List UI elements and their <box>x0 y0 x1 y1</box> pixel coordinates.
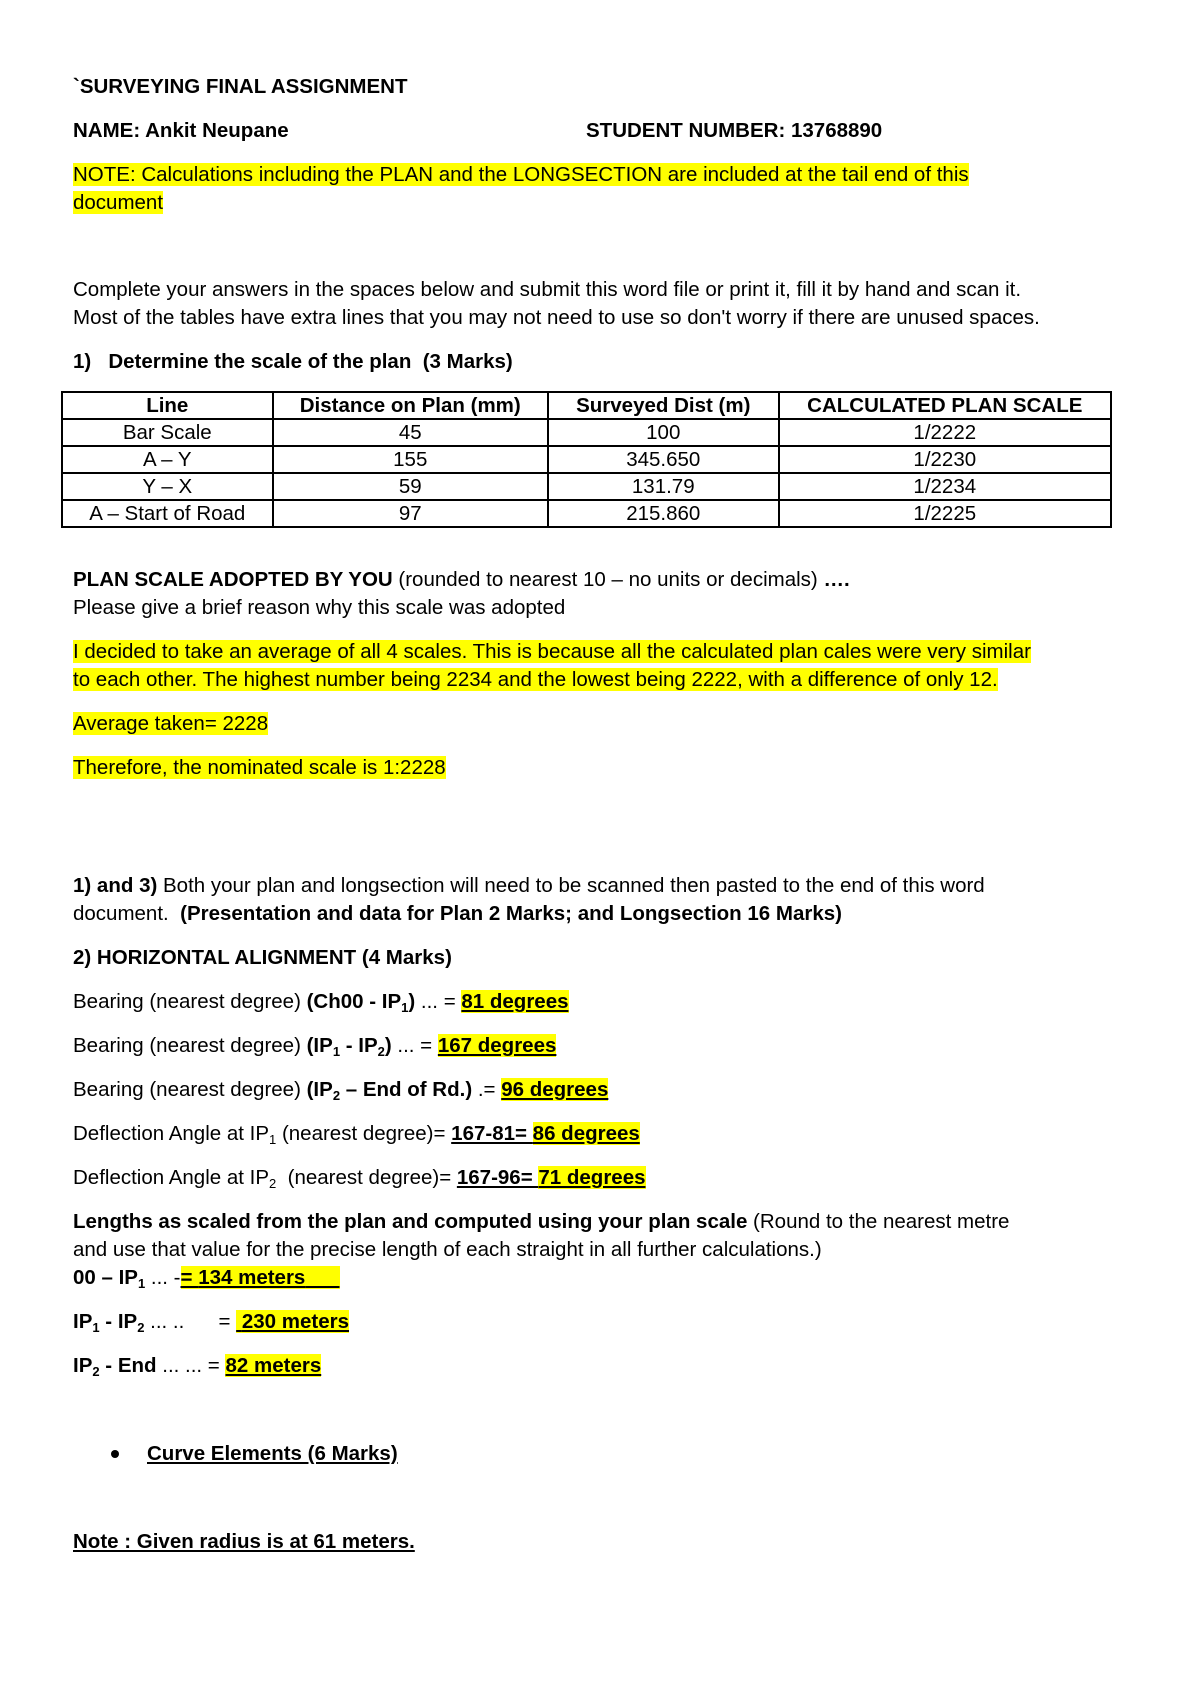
question-1-heading: 1) Determine the scale of the plan (3 Marks) <box>73 350 513 373</box>
column-header: CALCULATED PLAN SCALE <box>779 392 1111 419</box>
table-cell: 1/2222 <box>779 419 1111 446</box>
deflection-1-answer: 86 degrees <box>532 1122 640 1145</box>
table-cell: A – Y <box>62 446 273 473</box>
table-row <box>62 446 1111 473</box>
lengths-heading: Lengths as scaled from the plan and computed using your plan scale (Round to the nearest metre <box>73 1210 1010 1233</box>
bearing-1-answer: 81 degrees <box>461 990 569 1013</box>
deflection-ip1: Deflection Angle at $IP_1$ (nearest degree)= 167-81= 86 degrees <box>73 1122 640 1147</box>
scan-instruction-line-1: 1) and 3) Both your plan and longsection will need to be scanned then pasted to the end of this word <box>73 874 985 897</box>
table-header-row <box>62 392 1111 419</box>
deflection-2-answer: 71 degrees <box>538 1166 646 1189</box>
table-cell: 1/2234 <box>779 473 1111 500</box>
table-cell: Y – X <box>62 473 273 500</box>
reason-prompt: Please give a brief reason why this scale was adopted <box>73 596 566 619</box>
bearing-3-answer: 96 degrees <box>501 1078 609 1101</box>
scale-adopted-line: PLAN SCALE ADOPTED BY YOU (rounded to nearest 10 – no units or decimals) …. <box>73 568 850 591</box>
table-cell: 155 <box>273 446 548 473</box>
table-row <box>62 500 1111 527</box>
note-line-1: NOTE: Calculations including the PLAN and the LONGSECTION are included at the tail end of this <box>73 163 969 186</box>
question-2-heading: 2) HORIZONTAL ALIGNMENT (4 Marks) <box>73 946 452 969</box>
column-header: Line <box>62 392 273 419</box>
instructions-line-2: Most of the tables have extra lines that you may not need to use so don't worry if there are unused spaces. <box>73 306 1040 329</box>
bullet-icon <box>111 1450 119 1458</box>
table-cell: 1/2230 <box>779 446 1111 473</box>
bearing-ch00-ip1: Bearing (nearest degree) $(Ch00 - IP_1)$ ... = 81 degrees <box>73 990 569 1015</box>
student-name: NAME: Ankit Neupane <box>73 119 289 142</box>
document-title: `SURVEYING FINAL ASSIGNMENT <box>73 75 408 98</box>
scan-instruction-line-2: document. (Presentation and data for Plan 2 Marks; and Longsection 16 Marks) <box>73 902 842 925</box>
table-cell: 59 <box>273 473 548 500</box>
instructions-line-1: Complete your answers in the spaces below and submit this word file or print it, fill it by hand and scan it. <box>73 278 1022 301</box>
length-2-answer: 230 meters <box>241 1310 349 1333</box>
table-cell: 131.79 <box>548 473 779 500</box>
table-cell: 1/2225 <box>779 500 1111 527</box>
length-00-ip1: $00 - IP_1$ ... -= 134 meters <box>73 1264 340 1291</box>
table-cell: 215.860 <box>548 500 779 527</box>
bearing-ip2-end: Bearing (nearest degree) ($IP_2$ – End of Rd.) .= 96 degrees <box>73 1078 609 1103</box>
average-taken: Average taken= 2228 <box>73 712 269 735</box>
plan-scale-table <box>61 391 1112 528</box>
radius-note: Note : Given radius is at 61 meters. <box>73 1530 415 1553</box>
length-ip1-ip2: $IP_1 - IP_2$ ... .. = 230 meters <box>73 1310 349 1335</box>
column-header: Distance on Plan (mm) <box>273 392 548 419</box>
deflection-ip2: Deflection Angle at $IP_2$ (nearest degree)= 167-96= 71 degrees <box>73 1166 646 1191</box>
table-cell: A – Start of Road <box>62 500 273 527</box>
column-header: Surveyed Dist (m) <box>548 392 779 419</box>
table-cell: Bar Scale <box>62 419 273 446</box>
bearing-ip1-ip2: Bearing (nearest degree) $(IP_1 - IP_2)$ ... = 167 degrees <box>73 1034 557 1059</box>
length-1-answer: 134 meters <box>198 1266 306 1289</box>
table-cell: 100 <box>548 419 779 446</box>
length-3-answer: 82 meters <box>225 1354 322 1377</box>
curve-elements-heading: Curve Elements (6 Marks) <box>147 1442 398 1465</box>
bearing-2-answer: 167 degrees <box>437 1034 557 1057</box>
note-line-2: document <box>73 191 164 214</box>
student-number: STUDENT NUMBER: 13768890 <box>586 119 883 142</box>
table-row <box>62 473 1111 500</box>
answer-line-2: to each other. The highest number being 2234 and the lowest being 2222, with a difference of only 12. <box>73 668 998 691</box>
answer-line-1: I decided to take an average of all 4 scales. This is because all the calculated plan cales were very similar <box>73 640 1031 663</box>
length-ip2-end: $IP_2$ - End ... ... = 82 meters <box>73 1354 322 1379</box>
table-cell: 345.650 <box>548 446 779 473</box>
table-cell: 45 <box>273 419 548 446</box>
table-row <box>62 419 1111 446</box>
table-cell: 97 <box>273 500 548 527</box>
lengths-instruction: and use that value for the precise length of each straight in all further calculations.) <box>73 1238 822 1261</box>
nominated-scale: Therefore, the nominated scale is 1:2228 <box>73 756 446 779</box>
